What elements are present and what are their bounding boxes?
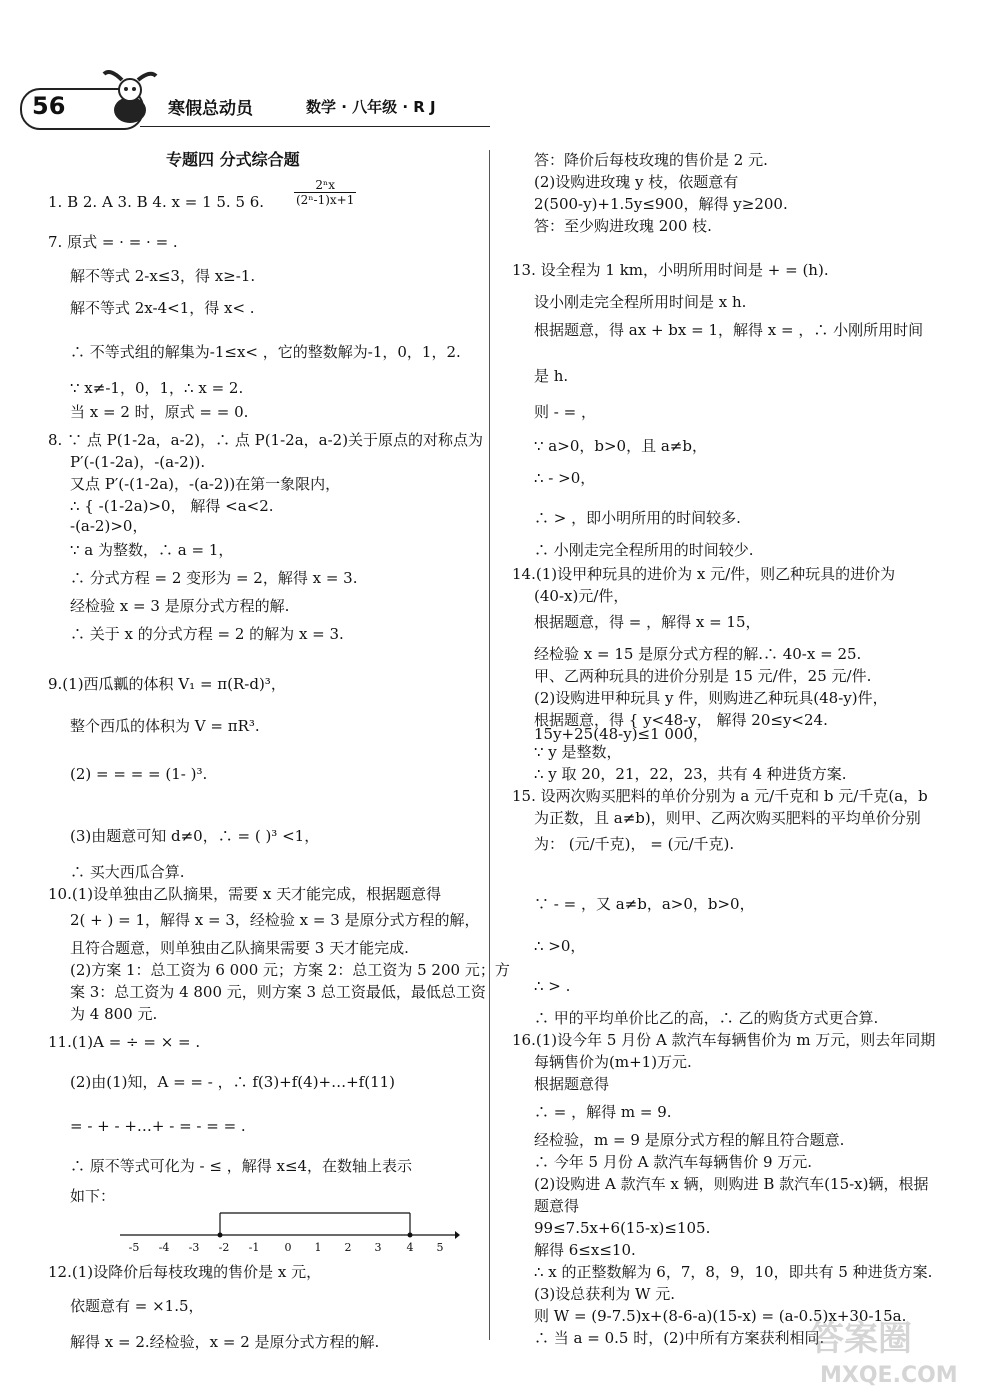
answer-line: 经检验 x = 15 是原分式方程的解.∴ 40-x = 25.	[534, 645, 862, 663]
answer-line: 根据题意得	[534, 1075, 610, 1093]
answer-line: 又点 P′(-(1-2a)，-(a-2))在第一象限内，	[70, 475, 341, 493]
answer-line: (2)设购进玫瑰 y 枝，依题意有	[534, 173, 739, 191]
answer-line: = - + - +…+ - = - = = .	[70, 1117, 246, 1135]
answer-line: 15y+25(48-y)≤1 000，	[534, 725, 709, 743]
answer-line: 为： (元/千克)， = (元/千克).	[534, 835, 735, 853]
page-number: 56	[32, 92, 66, 120]
answer-line: 12.(1)设降价后每枝玫瑰的售价是 x 元，	[48, 1263, 322, 1281]
answer-line: ∴ y 取 20，21，22，23，共有 4 种进货方案.	[534, 765, 847, 783]
tick-label: -2	[218, 1241, 230, 1254]
answer-line: ∴ 当 a = 0.5 时，(2)中所有方案获利相同.	[534, 1329, 825, 1347]
column-divider	[489, 150, 490, 1340]
answer-line: 是 h.	[534, 367, 569, 385]
answer-line: 如下：	[70, 1187, 116, 1205]
fraction: $\frac{\text{2ⁿx}}{\text{(2ⁿ-1)x+1}}$	[296, 178, 355, 207]
answer-line: 整个西瓜的体积为 V = πR³.	[70, 717, 260, 735]
answer-line: P′(-(1-2a)，-(a-2)).	[70, 453, 206, 471]
answer-line: ∴ = ，解得 m = 9.	[534, 1103, 672, 1121]
answer-line: 根据题意，得 ax + bx = 1，解得 x = ，∴ 小刚所用时间	[534, 321, 924, 339]
watermark-logo	[800, 1310, 980, 1390]
answer-line: ∴ - >0，	[534, 469, 596, 487]
answer-line: 甲、乙两种玩具的进价分别是 15 元/件，25 元/件.	[534, 667, 872, 685]
answer-line: 根据题意，得 { y<48-y， 解得 20≤y<24.	[534, 711, 828, 729]
tick-label: 5	[436, 1241, 444, 1254]
answer-line: (2) = = = = (1- )³.	[70, 765, 208, 783]
answer-line: ∵ - = ，又 a≠b，a>0，b>0，	[534, 895, 755, 913]
tick-label: -4	[158, 1241, 170, 1254]
answer-line: ∴ 甲的平均单价比乙的高，∴ 乙的购货方式更合算.	[534, 1009, 879, 1027]
page-header	[20, 70, 490, 130]
header-rule	[140, 126, 490, 127]
tick-label: 3	[374, 1241, 382, 1254]
answer-line: ∴ 不等式组的解集为-1≤x< ，它的整数解为-1，0，1，2.	[70, 343, 461, 361]
answer-line: 答：降价后每枝玫瑰的售价是 2 元.	[534, 151, 768, 169]
answer-line: 答：至少购进玫瑰 200 枝.	[534, 217, 712, 235]
series-title: 寒假总动员	[168, 99, 253, 119]
answer-line: ∴ 今年 5 月份 A 款汽车每辆售价 9 万元.	[534, 1153, 813, 1171]
answer-line: (2)方案 1：总工资为 6 000 元；方案 2：总工资为 5 200 元；方	[70, 961, 510, 979]
tick-label: -3	[188, 1241, 200, 1254]
answer-line: 为正数，且 a≠b)，则甲、乙两次购买肥料的平均单价分别	[534, 809, 921, 827]
answer-line: ∵ y 是整数，	[534, 743, 622, 761]
answer-line: (40-x)元/件，	[534, 587, 629, 605]
svg-text:MXQE.COM: MXQE.COM	[820, 1363, 958, 1388]
section-title: 专题四 分式综合题	[166, 150, 300, 169]
answer-line: 8. ∵ 点 P(1-2a，a-2)，∴ 点 P(1-2a，a-2)关于原点的对称点为	[48, 431, 484, 449]
answer-line: 解不等式 2-x≤3，得 x≥-1.	[70, 267, 256, 285]
subject-label: 数学 · 八年级 · R J	[306, 98, 436, 116]
answer-line: 1. B 2. A 3. B 4. x = 1 5. 5 6.	[48, 193, 265, 211]
answer-line: 16.(1)设今年 5 月份 A 款汽车每辆售价为 m 万元，则去年同期	[512, 1031, 936, 1049]
answer-line: ∴ 分式方程 = 2 变形为 = 2，解得 x = 3.	[70, 569, 358, 587]
answer-line: ∴ >0，	[534, 937, 586, 955]
tick-label: -1	[248, 1241, 260, 1254]
answer-line: -(a-2)>0，	[70, 517, 148, 535]
answer-line: ∴ 买大西瓜合算.	[70, 863, 185, 881]
answer-line: 9.(1)西瓜瓤的体积 V₁ = π(R-d)³，	[48, 675, 286, 693]
answer-line: 13. 设全程为 1 km，小明所用时间是 + = (h).	[512, 261, 829, 279]
answer-line: ∵ a>0，b>0，且 a≠b，	[534, 437, 707, 455]
answer-line: 依题意有 = ×1.5，	[70, 1297, 204, 1315]
tick-label: 1	[314, 1241, 322, 1254]
answer-line: 当 x = 2 时，原式 = = 0.	[70, 403, 249, 421]
answer-line: 15. 设两次购买肥料的单价分别为 a 元/千克和 b 元/千克(a，b	[512, 787, 928, 805]
answer-line: 解不等式 2x-4<1，得 x< .	[70, 299, 255, 317]
tick-label: -5	[128, 1241, 140, 1254]
answer-line: 2(500-y)+1.5y≤900，解得 y≥200.	[534, 195, 788, 213]
answer-line: 解得 6≤x≤10.	[534, 1241, 636, 1259]
answer-line: ∴ { -(1-2a)>0， 解得 <a<2.	[70, 497, 274, 515]
answer-line: (2)由(1)知，A = = - ，∴ f(3)+f(4)+…+f(11)	[70, 1073, 396, 1091]
answer-line: 2( + ) = 1，解得 x = 3，经检验 x = 3 是原分式方程的解，	[70, 911, 480, 929]
number-line	[120, 1205, 460, 1255]
tick-label: 4	[406, 1241, 414, 1254]
answer-line: 解得 x = 2.经检验，x = 2 是原分式方程的解.	[70, 1333, 380, 1351]
answer-line: (2)设购进 A 款汽车 x 辆，则购进 B 款汽车(15-x)辆，根据	[534, 1175, 929, 1193]
answer-line: 11.(1)A = ÷ = × = .	[48, 1033, 201, 1051]
answer-line: ∴ 关于 x 的分式方程 = 2 的解为 x = 3.	[70, 625, 344, 643]
answer-line: 7. 原式 = · = · = .	[48, 233, 178, 251]
answer-line: 99≤7.5x+6(15-x)≤105.	[534, 1219, 711, 1237]
answer-line: 10.(1)设单独由乙队摘果，需要 x 天才能完成，根据题意得	[48, 885, 442, 903]
answer-line: 经检验，m = 9 是原分式方程的解且符合题意.	[534, 1131, 845, 1149]
answer-line: 为 4 800 元.	[70, 1005, 158, 1023]
answer-line: 经检验 x = 3 是原分式方程的解.	[70, 597, 290, 615]
answer-line: 14.(1)设甲种玩具的进价为 x 元/件，则乙种玩具的进价为	[512, 565, 896, 583]
tick-label: 0	[284, 1241, 292, 1254]
answer-line: 案 3：总工资为 4 800 元，则方案 3 总工资最低，最低总工资	[70, 983, 486, 1001]
answer-line: 则 W = (9-7.5)x+(8-6-a)(15-x) = (a-0.5)x+30-15a.	[534, 1307, 907, 1325]
mascot-icon	[100, 66, 160, 126]
answer-line: 每辆售价为(m+1)万元.	[534, 1053, 692, 1071]
answer-line: ∵ a 为整数，∴ a = 1，	[70, 541, 234, 559]
answer-line: ∴ 小刚走完全程所用的时间较少.	[534, 541, 754, 559]
answer-line: (3)设总获利为 W 元.	[534, 1285, 675, 1303]
answer-line: 则 - = ，	[534, 403, 596, 421]
answer-line: ∴ > .	[534, 977, 571, 995]
answer-line: 题意得	[534, 1197, 580, 1215]
answer-line: 根据题意，得 = ，解得 x = 15，	[534, 613, 761, 631]
answer-line: 设小刚走完全程所用时间是 x h.	[534, 293, 747, 311]
tick-label: 2	[344, 1241, 352, 1254]
answer-line: (2)设购进甲种玩具 y 件，则购进乙种玩具(48-y)件，	[534, 689, 888, 707]
answer-line: 且符合题意，则单独由乙队摘果需要 3 天才能完成.	[70, 939, 409, 957]
answer-line: ∵ x≠-1，0，1，∴ x = 2.	[70, 379, 244, 397]
answer-line: ∴ x 的正整数解为 6，7，8，9，10，即共有 5 种进货方案.	[534, 1263, 933, 1281]
answer-line: ∴ 原不等式可化为 - ≤ ，解得 x≤4，在数轴上表示	[70, 1157, 413, 1175]
answer-line: ∴ > ，即小明所用的时间较多.	[534, 509, 741, 527]
svg-text:答案圈: 答案圈	[810, 1319, 912, 1359]
answer-line: (3)由题意可知 d≠0，∴ = ( )³ <1，	[70, 827, 320, 845]
